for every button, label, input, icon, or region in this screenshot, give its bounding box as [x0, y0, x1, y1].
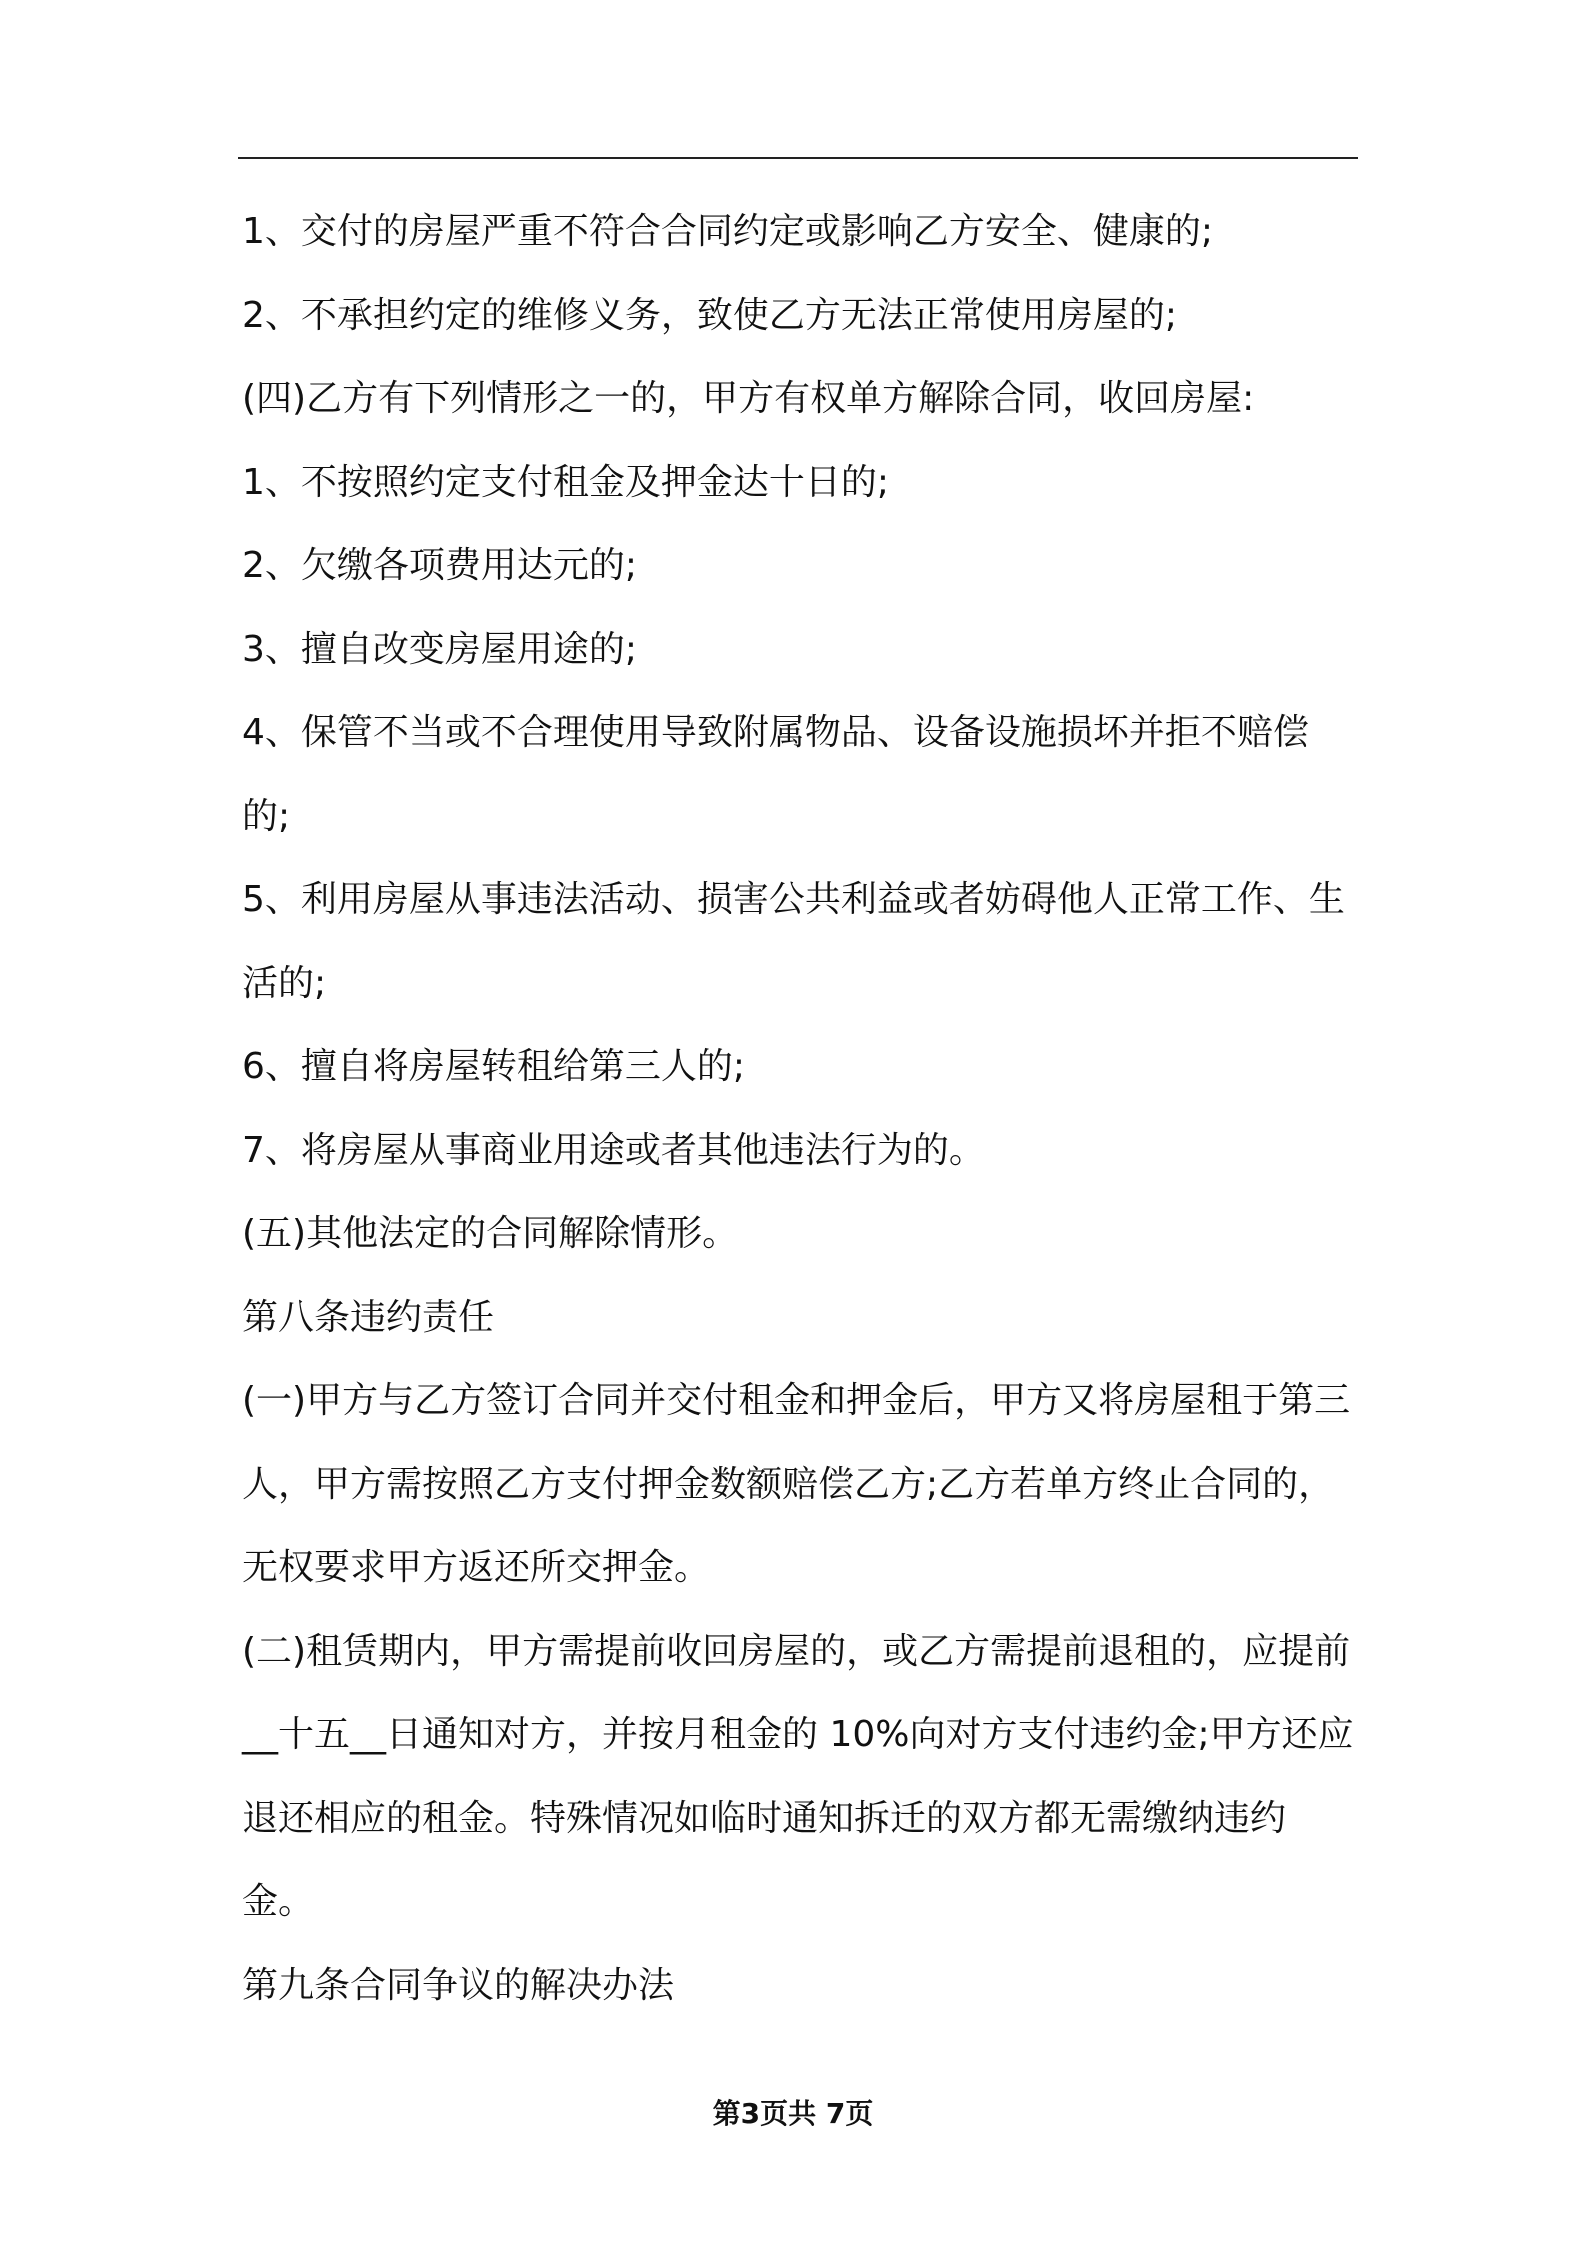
paragraph: 1、不按照约定支付租金及押金达十日的;: [242, 461, 890, 503]
paragraph: 2、欠缴各项费用达元的;: [242, 545, 638, 586]
document-body: [242, 190, 1354, 2027]
paragraph: 6、擅自将房屋转租给第三人的;: [242, 1046, 746, 1087]
page-number: 第3页共 7页: [712, 2097, 874, 2130]
paragraph: 3、擅自改变房屋用途的;: [242, 628, 638, 670]
paragraph: (五)其他法定的合同解除情形。: [242, 1213, 739, 1254]
paragraph: 1、交付的房屋严重不符合合同约定或影响乙方安全、健康的;: [242, 211, 1214, 252]
paragraph: 4、保管不当或不合理使用导致附属物品、设备设施损坏并拒不赔偿的;: [242, 712, 1309, 837]
paragraph: 5、利用房屋从事违法活动、损害公共利益或者妨碍他人正常工作、生活的;: [242, 879, 1345, 1004]
section-heading: 第八条违约责任: [242, 1296, 495, 1338]
paragraph: 7、将房屋从事商业用途或者其他违法行为的。: [242, 1129, 985, 1171]
header-rule: [238, 157, 1358, 159]
paragraph: (四)乙方有下列情形之一的，甲方有权单方解除合同，收回房屋:: [242, 378, 1255, 419]
section-heading: 第九条合同争议的解决办法: [242, 1964, 675, 2006]
paragraph: 2、不承担约定的维修义务，致使乙方无法正常使用房屋的;: [242, 294, 1178, 336]
paragraph: (一)甲方与乙方签订合同并交付租金和押金后，甲方又将房屋租于第三人，甲方需按照乙方支付押金数额赔偿乙方;乙方若单方终止合同的，无权要求甲方返还所交押金。: [242, 1380, 1351, 1588]
paragraph: (二)租赁期内，甲方需提前收回房屋的，或乙方需提前退租的，应提前__十五__日通知对方，并按月租金的 10%向对方支付违约金;甲方还应退还相应的租金。特殊情况如临时通知拆迁的双方都无需缴纳违约金。: [242, 1630, 1354, 1922]
